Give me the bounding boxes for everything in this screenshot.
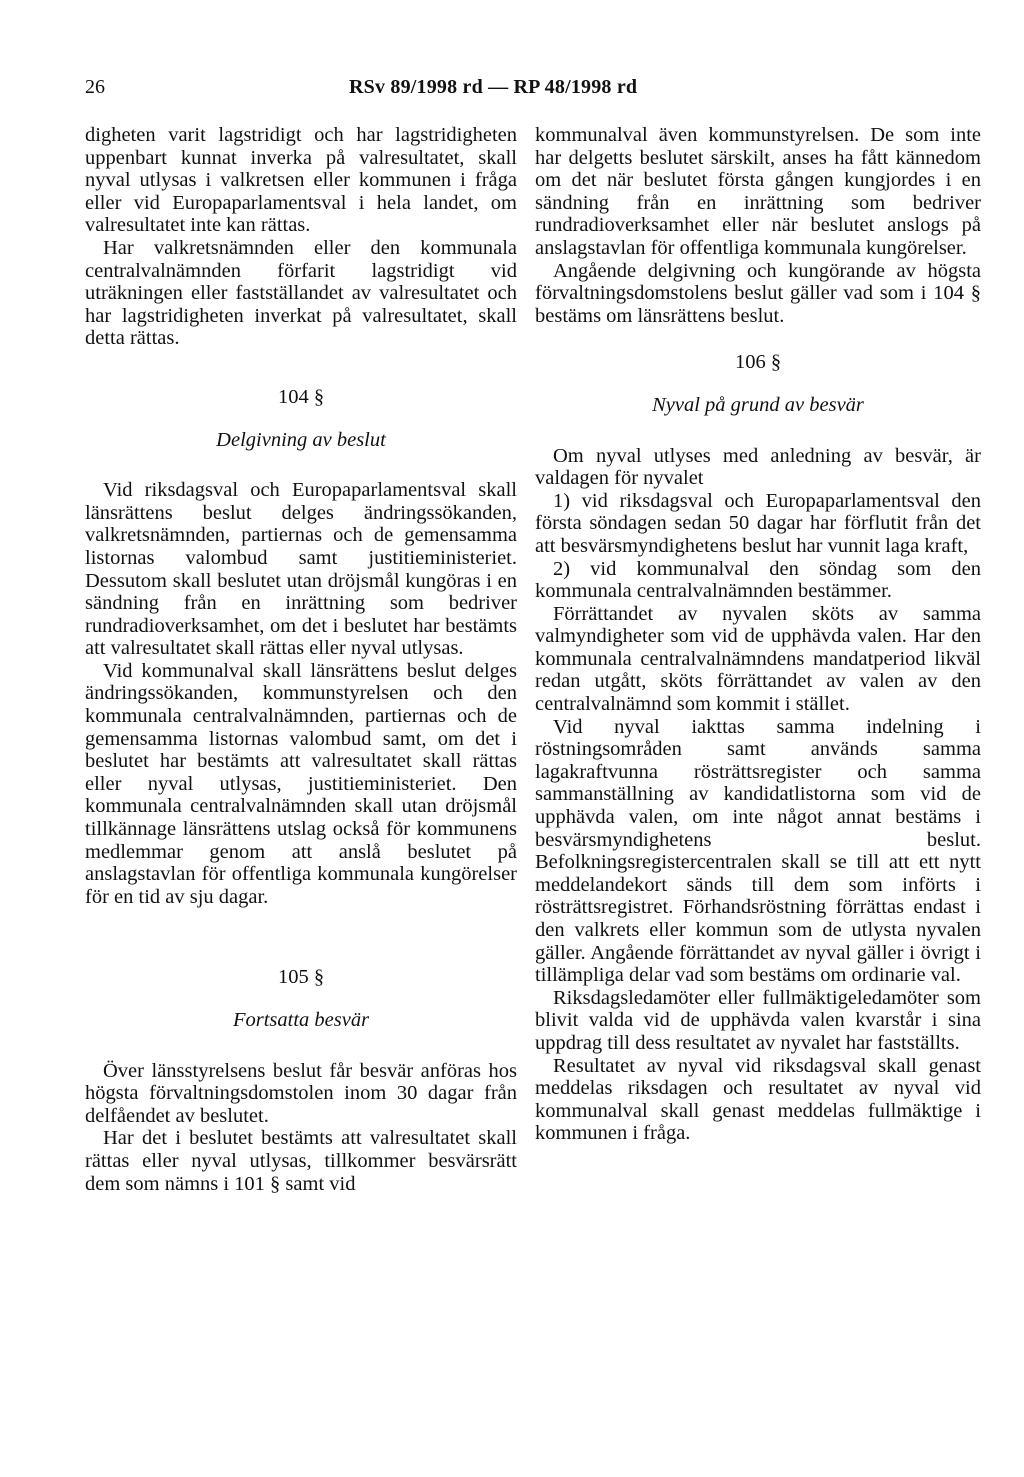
section-number-104: 104 § xyxy=(277,385,325,408)
paragraph: Vid kommunalval skall länsrättens beslut delges ändringssökanden, kommunstyrelsen och den kommunala centralvalnämnden, partiernas och de gemensamma listornas valombud samt, om det i beslutet har bestämts att valresultatet skall rättas eller nyval utlysas, justitieministeriet. Den kommunala centralvalnämnden skall utan dröjsmål tillkännage länsrättens utslag också för kommunens medlemmar genom att anslå beslutet på anslagstavlan för offentliga kommunala kungörelser för en tid av sju dagar. xyxy=(85,659,517,908)
paragraph: Vid nyval iakttas samma indelning i röstningsområden samt används samma lagakraftvunna rösträttsregister och samma sammanställning av kandidatlistorna som vid de upphävda valen, om inte något annat bestäms i besvärsmyndighetens beslut. Befolkningsregistercentralen skall se till att ett nytt meddelandekort sänds till dem som införts i rösträttsregistret. Förhandsröstning förrättas endast i den valkrets eller kommun som de utlysta nyvalen gäller. Angående förrättandet av nyval gäller i övrigt i tillämpliga delar vad som bestäms om ordinarie val. xyxy=(535,715,981,987)
right-column xyxy=(535,124,981,1145)
paragraph: digheten varit lagstridigt och har lagstridigheten uppenbart kunnat inverka på valresultatet, skall nyval utlysas i valkretsen eller kommunen i fråga eller vid Europaparlamentsval i hela landet, om valresultatet inte kan rättas. xyxy=(85,124,517,237)
page-number: 26 xyxy=(85,76,105,98)
section-title-105: Fortsatta besvär xyxy=(232,1009,370,1031)
running-title: RSv 89/1998 rd — RP 48/1998 rd xyxy=(349,76,638,98)
page-header xyxy=(85,72,985,102)
list-item: 2) vid kommunalval den söndag som den kommunala centralvalnämnden bestämmer. xyxy=(535,557,981,603)
section-number-105: 105 § xyxy=(277,966,325,989)
list-item: 1) vid riksdagsval och Europaparlamentsval den första söndagen sedan 50 dagar har förflutit från det att besvärsmyndighetens beslut har vunnit laga kraft, xyxy=(535,489,981,557)
paragraph: Har valkretsnämnden eller den kommunala centralvalnämnden förfarit lagstridigt vid uträkningen eller fastställandet av valresultatet och har lagstridigheten inverkat på valresultatet, skall detta rättas. xyxy=(85,236,517,350)
section-title-106: Nyval på grund av besvär xyxy=(652,393,864,416)
paragraph: kommunalval även kommunstyrelsen. De som inte har delgetts beslutet särskilt, anses ha fått kännedom om det när beslutet första gången kungjordes i en sändning från en inrättning som bedriver rundradioverksamhet eller när beslutet anslogs på anslagstavlan för offentliga kommunala kungörelser. xyxy=(535,124,981,259)
section-number-106: 106 § xyxy=(734,351,782,374)
paragraph: Riksdagsledamöter eller fullmäktigeledamöter som blivit valda vid de upphävda valen kvarstår i sina uppdrag till dess resultatet av nyvalet har fastställts. xyxy=(535,986,981,1054)
paragraph: Har det i beslutet bestämts att valresultatet skall rättas eller nyval utlysas, tillkommer besvärsrätt dem som nämns i 101 § samt vid xyxy=(85,1127,517,1195)
paragraph: Över länsstyrelsens beslut får besvär anföras hos högsta förvaltningsdomstolen inom 30 dagar från delfåendet av beslutet. xyxy=(85,1059,517,1127)
section-title-104: Delgivning av beslut xyxy=(216,428,386,451)
paragraph: Resultatet av nyval vid riksdagsval skall genast meddelas riksdagen och resultatet av nyval vid kommunalval skall genast meddelas fullmäktige i kommunen i fråga. xyxy=(535,1054,981,1145)
paragraph: Om nyval utlyses med anledning av besvär, är valdagen för nyvalet xyxy=(535,444,981,490)
left-column xyxy=(85,124,517,1195)
paragraph: Förrättandet av nyvalen sköts av samma valmyndigheter som vid de upphävda valen. Har den kommunala centralvalnämndens mandatperiod likväl redan utgått, sköts förrättandet av valen av den centralvalnämnd som kommit i stället. xyxy=(535,602,981,716)
paragraph: Vid riksdagsval och Europaparlamentsval skall länsrättens beslut delges ändringssökanden, valkretsnämnden, partiernas och de gemensamma listornas valombud samt justitieministeriet. Dessutom skall beslutet utan dröjsmål kungöras i en sändning från en inrättning som bedriver rundradioverksamhet, om det i beslutet har bestämts att valresultatet skall rättas eller nyval utlysas. xyxy=(85,479,517,660)
paragraph: Angående delgivning och kungörande av högsta förvaltningsdomstolens beslut gäller vad som i 104 § bestäms om länsrättens beslut. xyxy=(535,259,981,327)
